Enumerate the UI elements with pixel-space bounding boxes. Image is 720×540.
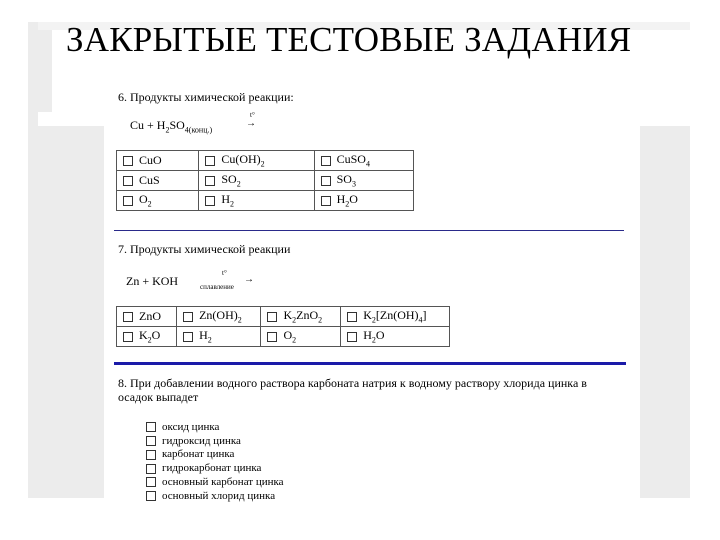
question-7-reaction: Zn + KOH <box>126 274 179 288</box>
option-formula: K <box>283 308 293 323</box>
answer-checkbox[interactable] <box>183 312 193 322</box>
option-subscript: 2 <box>236 179 241 189</box>
option-subscript: 4 <box>418 315 423 325</box>
option-formula: CuO <box>139 153 162 167</box>
option-subscript: 2 <box>147 199 152 209</box>
option-formula: CuS <box>139 173 160 187</box>
option-subscript: 3 <box>351 179 356 189</box>
decor-block-top-left <box>28 22 52 112</box>
option-subscript: 2 <box>318 315 323 325</box>
answer-checkbox[interactable] <box>123 332 133 342</box>
option-cell[interactable] <box>199 171 314 191</box>
option-subscript: 2 <box>345 199 350 209</box>
option-cell[interactable] <box>261 327 341 347</box>
option-cell[interactable] <box>177 307 261 327</box>
option-formula: H <box>221 192 231 207</box>
option-cell[interactable] <box>199 151 314 171</box>
option-cell[interactable] <box>117 151 199 171</box>
option-formula: K <box>139 328 148 343</box>
answer-checkbox[interactable] <box>146 436 156 446</box>
answer-option[interactable] <box>146 421 284 435</box>
reaction-condition: t° <box>222 269 227 277</box>
answer-checkbox[interactable] <box>205 156 215 166</box>
answer-checkbox[interactable] <box>123 196 133 206</box>
answer-checkbox[interactable] <box>205 176 215 186</box>
answer-checkbox[interactable] <box>321 196 331 206</box>
option-subscript: 2 <box>147 335 152 345</box>
answer-checkbox[interactable] <box>146 450 156 460</box>
separator-line <box>114 230 624 231</box>
option-formula: ] <box>422 308 427 323</box>
separator-line <box>114 362 626 365</box>
option-cell[interactable] <box>341 327 450 347</box>
reaction-sub: 2 <box>165 125 170 135</box>
option-cell[interactable] <box>117 307 177 327</box>
question-8-text-line1: 8. При добавлении водного раствора карбоната натрия к водному раствору хлорида цинка в <box>118 376 587 390</box>
answer-option-label: карбонат цинка <box>162 448 235 461</box>
answer-option[interactable] <box>146 476 284 490</box>
reaction-arrow: → <box>246 118 256 129</box>
option-cell[interactable] <box>261 307 341 327</box>
option-formula: ZnO <box>139 309 161 323</box>
option-subscript: 2 <box>292 335 297 345</box>
answer-checkbox[interactable] <box>267 312 277 322</box>
reaction-condition-note: сплавление <box>200 283 234 291</box>
option-cell[interactable] <box>314 171 413 191</box>
option-row <box>117 307 450 327</box>
answer-option[interactable] <box>146 490 284 504</box>
option-formula: O <box>283 328 293 343</box>
answer-checkbox[interactable] <box>347 332 357 342</box>
answer-option-label: гидроксид цинка <box>162 434 241 447</box>
answer-option-label: основный карбонат цинка <box>162 475 284 488</box>
option-cell[interactable] <box>117 327 177 347</box>
option-cell[interactable] <box>314 151 413 171</box>
option-formula: CuSO <box>336 152 366 167</box>
answer-checkbox[interactable] <box>321 176 331 186</box>
option-row <box>117 151 414 171</box>
option-cell[interactable] <box>314 191 413 211</box>
answer-checkbox[interactable] <box>146 491 156 501</box>
question-6-reaction <box>130 118 212 134</box>
option-cell[interactable] <box>199 191 314 211</box>
option-cell[interactable] <box>341 307 450 327</box>
option-subscript: 2 <box>260 159 265 169</box>
answer-checkbox[interactable] <box>123 156 133 166</box>
decor-block-right <box>640 126 690 498</box>
question-8-text-line2: осадок выпадет <box>118 390 199 404</box>
answer-option[interactable] <box>146 462 284 476</box>
option-cell[interactable] <box>177 327 261 347</box>
answer-checkbox[interactable] <box>146 464 156 474</box>
option-subscript: 2 <box>292 315 297 325</box>
option-formula: Cu(OH) <box>221 152 261 167</box>
question-6-text: 6. Продукты химической реакции: <box>118 90 294 104</box>
reaction-sub: 4(конц.) <box>184 125 213 135</box>
answer-checkbox[interactable] <box>267 332 277 342</box>
option-subscript: 4 <box>365 159 370 169</box>
option-formula: O <box>349 192 358 207</box>
option-formula: O <box>139 192 148 207</box>
option-subscript: 2 <box>371 335 376 345</box>
question-7-text: 7. Продукты химической реакции <box>118 242 291 256</box>
answer-checkbox[interactable] <box>321 156 331 166</box>
question-7-options <box>116 306 450 347</box>
answer-option-label: оксид цинка <box>162 421 220 433</box>
answer-checkbox[interactable] <box>123 312 133 322</box>
option-formula: O <box>151 328 161 343</box>
answer-option[interactable] <box>146 435 284 449</box>
option-formula: SO <box>336 172 352 187</box>
test-document <box>104 84 640 504</box>
answer-checkbox[interactable] <box>146 477 156 487</box>
answer-checkbox[interactable] <box>123 176 133 186</box>
option-subscript: 2 <box>230 199 235 209</box>
answer-checkbox[interactable] <box>146 422 156 432</box>
option-subscript: 2 <box>207 335 212 345</box>
option-formula: SO <box>221 172 237 187</box>
question-6-options <box>116 150 414 211</box>
option-row <box>117 327 450 347</box>
option-row <box>117 191 414 211</box>
decor-block-left <box>28 126 104 498</box>
option-formula: H <box>363 328 372 343</box>
reaction-condition: t° <box>250 111 255 119</box>
question-8-options <box>146 421 284 503</box>
option-formula: H <box>199 328 208 343</box>
answer-checkbox[interactable] <box>205 196 215 206</box>
option-formula: [Zn(OH) <box>375 308 419 323</box>
reaction-part: Cu + H <box>130 118 166 132</box>
answer-option-label: гидрокарбонат цинка <box>162 462 262 475</box>
option-subscript: 2 <box>237 315 242 325</box>
option-formula: H <box>336 192 346 207</box>
answer-checkbox[interactable] <box>347 312 357 322</box>
option-formula: K <box>363 308 372 323</box>
option-formula: ZnO <box>296 308 319 323</box>
option-formula: Zn(OH) <box>199 308 238 323</box>
option-formula: O <box>375 328 385 343</box>
answer-option-label: основный хлорид цинка <box>162 489 276 502</box>
option-row <box>117 171 414 191</box>
reaction-arrow: → <box>244 274 254 285</box>
option-subscript: 2 <box>371 315 376 325</box>
reaction-part: SO <box>169 118 185 132</box>
option-cell[interactable] <box>117 171 199 191</box>
answer-checkbox[interactable] <box>183 332 193 342</box>
slide-title: ЗАКРЫТЫЕ ТЕСТОВЫЕ ЗАДАНИЯ <box>66 20 632 59</box>
answer-option[interactable] <box>146 448 284 462</box>
option-cell[interactable] <box>117 191 199 211</box>
